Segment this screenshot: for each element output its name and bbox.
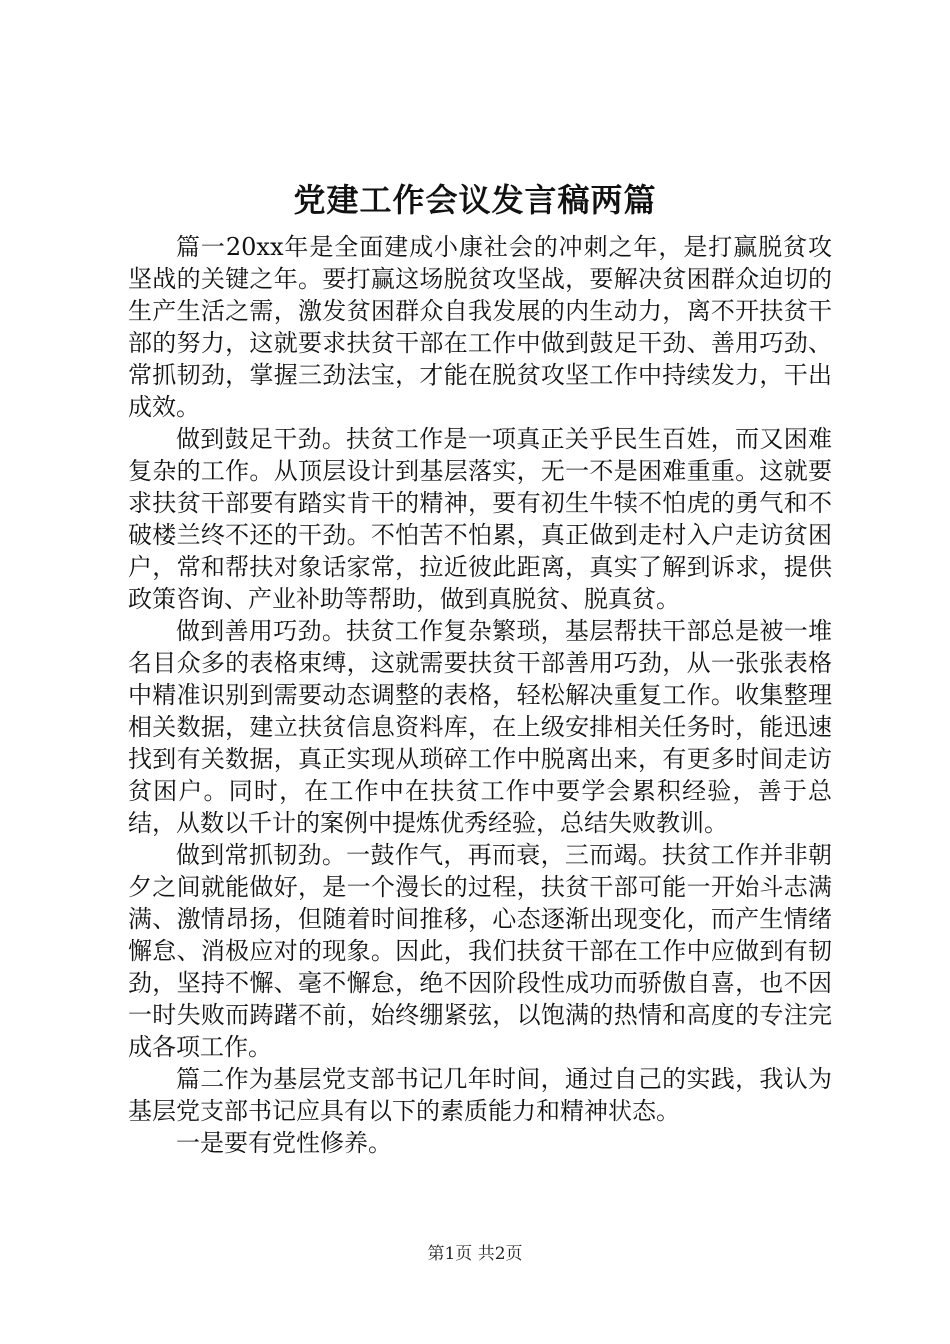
paragraph: 做到善用巧劲。扶贫工作复杂繁琐，基层帮扶干部总是被一堆名目众多的表格束缚，这就需要扶贫干部善用巧劲，从一张张表格中精准识别到需要动态调整的表格，轻松解决重复工作。收集整理相关数据，建立扶贫信息资料库，在上级安排相关任务时，能迅速找到有关数据，真正实现从琐碎工作中脱离出来，有更多时间走访贫困户。同时，在工作中在扶贫工作中要学会累积经验，善于总结，从数以千计的案例中提炼优秀经验，总结失败教训。 xyxy=(128,617,832,837)
document-body xyxy=(128,231,832,1159)
paragraph: 篇一20xx年是全面建成小康社会的冲刺之年，是打赢脱贫攻坚战的关键之年。要打赢这场脱贫攻坚战，要解决贫困群众迫切的生产生活之需，激发贫困群众自我发展的内生动力，离不开扶贫干部的努力，这就要求扶贫干部在工作中做到鼓足干劲、善用巧劲、常抓韧劲，掌握三劲法宝，才能在脱贫攻坚工作中持续发力，干出成效。 xyxy=(128,233,832,421)
paragraph: 做到鼓足干劲。扶贫工作是一项真正关乎民生百姓，而又困难复杂的工作。从顶层设计到基层落实，无一不是困难重重。这就要求扶贫干部要有踏实肯干的精神，要有初生牛犊不怕虎的勇气和不破楼兰终不还的干劲。不怕苦不怕累，真正做到走村入户走访贫困户，常和帮扶对象话家常，拉近彼此距离，真实了解到诉求，提供政策咨询、产业补助等帮助，做到真脱贫、脱真贫。 xyxy=(128,425,832,613)
page-number-footer: 第1页 共2页 xyxy=(427,1244,523,1264)
paragraph: 一是要有党性修养。 xyxy=(176,1129,392,1157)
paragraph: 篇二作为基层党支部书记几年时间，通过自己的实践，我认为基层党支部书记应具有以下的素质能力和精神状态。 xyxy=(128,1065,832,1125)
document-title: 党建工作会议发言稿两篇 xyxy=(293,181,657,219)
paragraph: 做到常抓韧劲。一鼓作气，再而衰，三而竭。扶贫工作并非朝夕之间就能做好，是一个漫长的过程，扶贫干部可能一开始斗志满满、激情昂扬，但随着时间推移，心态逐渐出现变化，而产生情绪懈怠、消极应对的现象。因此，我们扶贫干部在工作中应做到有韧劲，坚持不懈、毫不懈怠，绝不因阶段性成功而骄傲自喜，也不因一时失败而踌躇不前，始终绷紧弦，以饱满的热情和高度的专注完成各项工作。 xyxy=(128,841,832,1061)
